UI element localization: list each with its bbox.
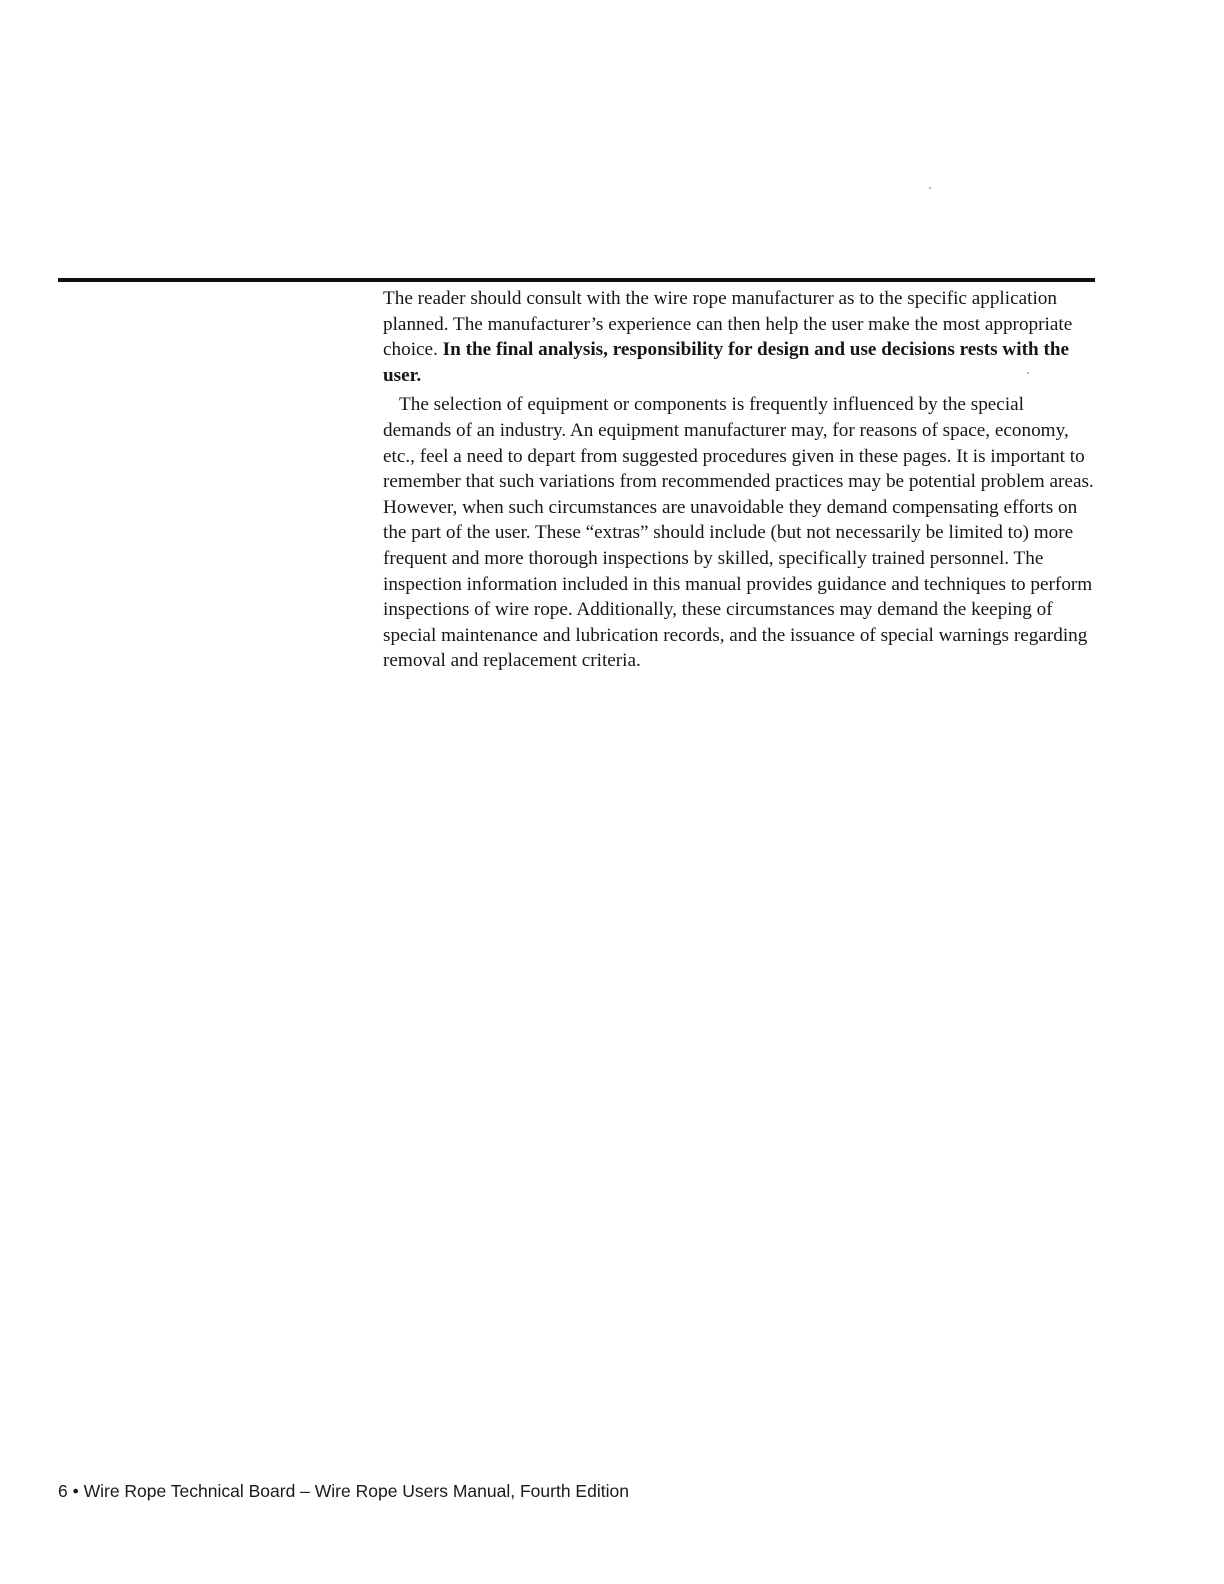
paragraph-1-bold-statement: In the final analysis, responsibility for design and use decisions rests with the user. [383,339,1070,386]
paragraph-2: The selection of equipment or components is frequently influenced by the special demands of an industry. An equipment manufacturer may, for reasons of space, economy, etc., feel a need to depart from suggested procedures given in these pages. It is important to remember that such variations from recommended practices may be potential problem areas. However, when such circumstances are unavoidable they demand compensating efforts on the part of the user. These “extras” should include (but not necessarily be limited to) more frequent and more thorough inspections by skilled, specifically trained personnel. The inspection information included in this manual provides guidance and techniques to perform inspections of wire rope. Additionally, these circumstances may demand the keeping of special maintenance and lubrication records, and the issuance of special warnings regarding removal and replacement criteria. [383,394,1094,672]
page-footer: 6 • Wire Rope Technical Board – Wire Rope Users Manual, Fourth Edition [58,1481,629,1501]
header-rule [58,278,1095,282]
paragraph-1-text: The reader should consult with the wire rope manufacturer as to the specific application planned. The manufacturer’s experience can then help the user make the most appropriate choice. [383,288,1073,361]
body-text-column [383,286,1095,674]
scan-speck [929,187,931,189]
paragraph-1 [383,286,1095,388]
